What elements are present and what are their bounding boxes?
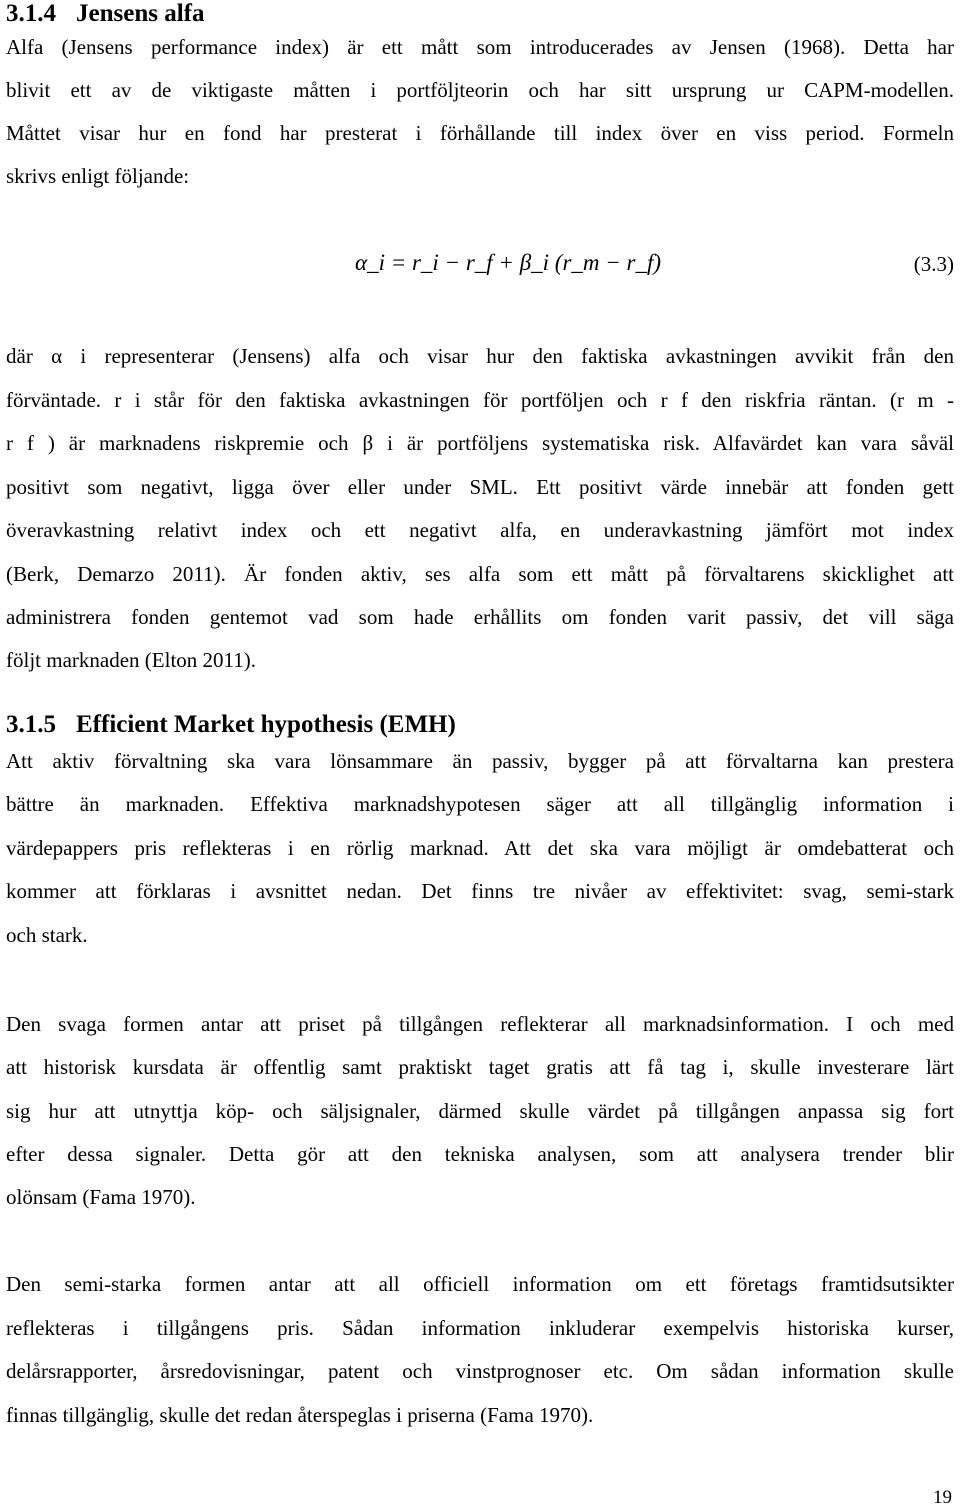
paragraph-line: Alfa (Jensens performance index) är ett mått som introducerades av Jensen (1968). Detta har [6, 35, 954, 59]
equation-number: (3.3) [913, 252, 954, 276]
equation-formula: α_i = r_i − r_f + β_i (r_m − r_f) [355, 250, 662, 275]
paragraph-line: administrera fonden gentemot vad som hade erhållits om fonden varit passiv, det vill säga [6, 605, 954, 629]
paragraph-line: efter dessa signaler. Detta gör att den tekniska analysen, som att analysera trender blir [6, 1142, 954, 1166]
paragraph-line: blivit ett av de viktigaste måtten i portföljteorin och har sitt ursprung ur CAPM-modellen. [6, 78, 954, 102]
paragraph-line: Den semi-starka formen antar att all officiell information om ett företags framtidsutsikter [6, 1272, 954, 1296]
paragraph-line: överavkastning relativt index och ett negativt alfa, en underavkastning jämfört mot index [6, 518, 954, 542]
section-heading-3-1-4 [6, 0, 204, 28]
paragraph-line: och stark. [6, 923, 88, 947]
section-number: 3.1.4 [6, 0, 56, 27]
paragraph-line: följt marknaden (Elton 2011). [6, 648, 256, 672]
paragraph-line: (Berk, Demarzo 2011). Är fonden aktiv, ses alfa som ett mått på förvaltarens skicklighet att [6, 562, 954, 586]
paragraph-line: r f ) är marknadens riskpremie och β i är portföljens systematiska risk. Alfavärdet kan vara såväl [6, 431, 954, 455]
section-number: 3.1.5 [6, 711, 56, 738]
page-number: 19 [933, 1487, 952, 1508]
paragraph-line: Måttet visar hur en fond har presterat i förhållande till index över en viss period. Formeln [6, 121, 954, 145]
paragraph-line: olönsam (Fama 1970). [6, 1185, 196, 1209]
paragraph-line: positivt som negativt, ligga över eller under SML. Ett positivt värde innebär att fonden gett [6, 475, 954, 499]
paragraph-line: där α i representerar (Jensens) alfa och visar hur den faktiska avkastningen avvikit från den [6, 344, 954, 368]
paragraph-line: delårsrapporter, årsredovisningar, patent och vinstprognoser etc. Om sådan information skulle [6, 1359, 954, 1383]
paragraph-line: skrivs enligt följande: [6, 164, 190, 188]
section-title: Jensens alfa [76, 0, 205, 27]
paragraph-line: Att aktiv förvaltning ska vara lönsammare än passiv, bygger på att förvaltarna kan prestera [6, 749, 954, 773]
paragraph-line: att historisk kursdata är offentlig samt praktiskt taget gratis att få tag i, skulle investerare lärt [6, 1055, 954, 1079]
paragraph-line: Den svaga formen antar att priset på tillgången reflekterar all marknadsinformation. I och med [6, 1012, 954, 1036]
paragraph-line: finnas tillgänglig, skulle det redan återspeglas i priserna (Fama 1970). [6, 1403, 594, 1427]
paragraph-line: förväntade. r i står för den faktiska avkastningen för portföljen och r f den riskfria räntan. (r m - [6, 388, 954, 412]
paragraph-line: bättre än marknaden. Effektiva marknadshypotesen säger att all tillgänglig information i [6, 792, 954, 816]
paragraph-line: sig hur att utnyttja köp- och säljsignaler, därmed skulle värdet på tillgången anpassa sig fort [6, 1099, 954, 1123]
section-heading-3-1-5 [6, 711, 456, 739]
section-title: Efficient Market hypothesis (EMH) [76, 711, 456, 738]
paragraph-line: reflekteras i tillgångens pris. Sådan information inkluderar exempelvis historiska kurser, [6, 1316, 954, 1340]
paragraph-line: kommer att förklaras i avsnittet nedan. Det finns tre nivåer av effektivitet: svag, semi-stark [6, 879, 954, 903]
paragraph-line: värdepappers pris reflekteras i en rörlig marknad. Att det ska vara möjligt är omdebatterat och [6, 836, 954, 860]
